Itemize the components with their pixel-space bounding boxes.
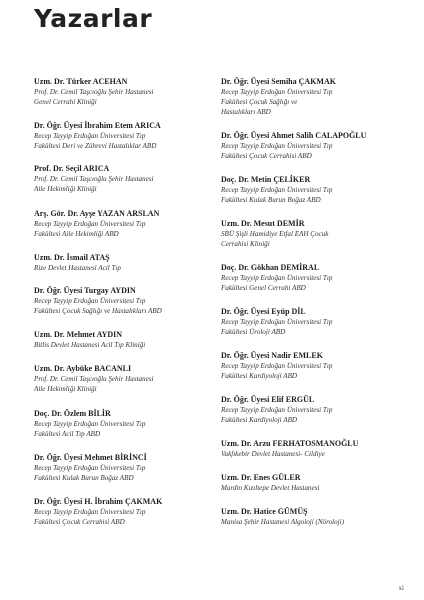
author-entry — [34, 497, 222, 527]
author-name: Arş. Gör. Dr. Ayşe YAZAN ARSLAN — [34, 209, 160, 218]
author-name: Dr. Öğr. Üyesi Turgay AYDIN — [34, 286, 136, 295]
author-affiliation-line: Prof. Dr. Cemil Taşcıoğlu Şehir Hastanesi — [34, 175, 154, 183]
author-affiliation-line: Mardin Kızıltepe Devlet Hastanesi — [221, 484, 320, 492]
author-entry — [221, 473, 417, 493]
author-affiliation-line: Fakültesi Deri ve Zührevi Hastalıklar ABD — [34, 142, 157, 150]
author-affiliation-line: Recep Tayyip Erdoğan Üniversitesi Tıp — [34, 508, 146, 516]
author-entry — [34, 121, 222, 151]
author-column-right — [221, 77, 417, 527]
author-affiliation-line: Fakültesi Çocuk Sağlığı ve Hastalıkları ABD — [34, 307, 162, 315]
author-name: Dr. Öğr. Üyesi Elif ERGÜL — [221, 395, 315, 404]
author-affiliation-line: Vakfıkebir Devlet Hastanesi- Cildiye — [221, 450, 325, 458]
author-affiliation-line: Fakültesi Aile Hekimliği ABD — [34, 230, 119, 238]
author-entry — [34, 209, 222, 239]
author-affiliation-line: Recep Tayyip Erdoğan Üniversitesi Tıp — [34, 420, 146, 428]
author-entry — [221, 307, 417, 337]
author-affiliation-line: Fakültesi Üroloji ABD — [221, 328, 286, 336]
author-entry — [221, 263, 417, 293]
author-entry — [221, 439, 417, 459]
author-entry — [34, 409, 222, 439]
author-affiliation-line: Recep Tayyip Erdoğan Üniversitesi Tıp — [221, 406, 333, 414]
author-name: Uzm. Dr. Hatice GÜMÜŞ — [221, 507, 308, 516]
author-affiliation-line: Fakültesi Acil Tıp ABD — [34, 430, 101, 438]
author-name: Dr. Öğr. Üyesi Eyüp DİL — [221, 307, 306, 316]
author-affiliation-line: Cerrahisi Kliniği — [221, 240, 270, 248]
author-affiliation-line: Recep Tayyip Erdoğan Üniversitesi Tıp — [221, 318, 333, 326]
author-name: Doç. Dr. Özlem BİLİR — [34, 409, 111, 418]
author-affiliation-line: Manisa Şehir Hastanesi Algoloji (Nöroloji) — [221, 518, 344, 526]
author-affiliation-line: Fakültesi Kulak Burun Boğaz ABD — [221, 196, 321, 204]
author-name: Doç. Dr. Metin ÇELİKER — [221, 175, 311, 184]
author-affiliation-line: Bitlis Devlet Hastanesi Acil Tıp Kliniği — [34, 341, 146, 349]
author-affiliation-line: SBÜ Şişli Hamidiye Etfal EAH Çocuk — [221, 230, 329, 238]
author-affiliation-line: Fakültesi Genel Cerrahi ABD — [221, 284, 306, 292]
author-affiliation-line: Rize Devlet Hastanesi Acil Tıp — [34, 264, 121, 272]
author-name: Uzm. Dr. Enes GÜLER — [221, 473, 301, 482]
author-name: Uzm. Dr. Mehmet AYDIN — [34, 330, 123, 339]
author-name: Dr. Öğr. Üyesi Nadir EMLEK — [221, 351, 323, 360]
author-entry — [221, 507, 417, 527]
author-name: Uzm. Dr. Aybüke BACANLI — [34, 364, 132, 373]
author-affiliation-line: Recep Tayyip Erdoğan Üniversitesi Tıp — [34, 464, 146, 472]
author-entry — [34, 77, 222, 107]
author-entry — [34, 286, 222, 316]
author-affiliation-line: Hastalıkları ABD — [221, 108, 271, 116]
author-name: Doç. Dr. Gökhan DEMİRAL — [221, 263, 320, 272]
author-entry — [34, 164, 222, 194]
author-entry — [221, 219, 417, 249]
author-name: Uzm. Dr. İsmail ATAŞ — [34, 253, 110, 262]
author-affiliation-line: Prof. Dr. Cemil Taşcıoğlu Şehir Hastanesi — [34, 88, 154, 96]
author-affiliation-line: Fakültesi Çocuk Cerrahisi ABD — [34, 518, 125, 526]
author-affiliation-line: Aile Hekimliği Kliniği — [34, 185, 97, 193]
author-column-left — [34, 77, 222, 527]
author-name: Dr. Öğr. Üyesi Semiha ÇAKMAK — [221, 77, 336, 86]
author-affiliation-line: Recep Tayyip Erdoğan Üniversitesi Tıp — [34, 220, 146, 228]
author-entry — [221, 77, 417, 117]
author-entry — [221, 351, 417, 381]
author-entry — [34, 453, 222, 483]
author-affiliation-line: Recep Tayyip Erdoğan Üniversitesi Tıp — [221, 186, 333, 194]
page-title: Yazarlar — [34, 4, 153, 33]
author-name: Prof. Dr. Seçil ARICA — [34, 164, 110, 173]
author-entry — [221, 395, 417, 425]
author-affiliation-line: Recep Tayyip Erdoğan Üniversitesi Tıp — [34, 297, 146, 305]
author-affiliation-line: Prof. Dr. Cemil Taşcıoğlu Şehir Hastanesi — [34, 375, 154, 383]
author-affiliation-line: Fakültesi Kardiyoloji ABD — [221, 416, 298, 424]
author-affiliation-line: Recep Tayyip Erdoğan Üniversitesi Tıp — [221, 142, 333, 150]
author-affiliation-line: Recep Tayyip Erdoğan Üniversitesi Tıp — [34, 132, 146, 140]
author-affiliation-line: Fakültesi Çocuk Cerrahisi ABD — [221, 152, 312, 160]
author-affiliation-line: Recep Tayyip Erdoğan Üniversitesi Tıp — [221, 274, 333, 282]
author-name: Dr. Öğr. Üyesi Mehmet BİRİNCİ — [34, 453, 147, 462]
author-name: Dr. Öğr. Üyesi İbrahim Etem ARICA — [34, 121, 161, 130]
author-name: Uzm. Dr. Mesut DEMİR — [221, 219, 305, 228]
author-affiliation-line: Genel Cerrahi Kliniği — [34, 98, 97, 106]
author-name: Dr. Öğr. Üyesi H. İbrahim ÇAKMAK — [34, 497, 163, 506]
author-entry — [34, 253, 222, 273]
author-entry — [221, 175, 417, 205]
author-affiliation-line: Aile Hekimliği Kliniği — [34, 385, 97, 393]
page-number: xi — [398, 584, 404, 592]
author-name: Dr. Öğr. Üyesi Ahmet Salih CALAPOĞLU — [221, 131, 367, 140]
author-affiliation-line: Fakültesi Kulak Burun Boğaz ABD — [34, 474, 134, 482]
author-affiliation-line: Fakültesi Kardiyoloji ABD — [221, 372, 298, 380]
author-name: Uzm. Dr. Arzu FERHATOSMANOĞLU — [221, 439, 359, 448]
author-entry — [34, 364, 222, 394]
author-entry — [34, 330, 222, 350]
author-affiliation-line: Fakültesi Çocuk Sağlığı ve — [221, 98, 298, 106]
author-affiliation-line: Recep Tayyip Erdoğan Üniversitesi Tıp — [221, 88, 333, 96]
author-name: Uzm. Dr. Türker ACEHAN — [34, 77, 128, 86]
author-affiliation-line: Recep Tayyip Erdoğan Üniversitesi Tıp — [221, 362, 333, 370]
author-entry — [221, 131, 417, 161]
